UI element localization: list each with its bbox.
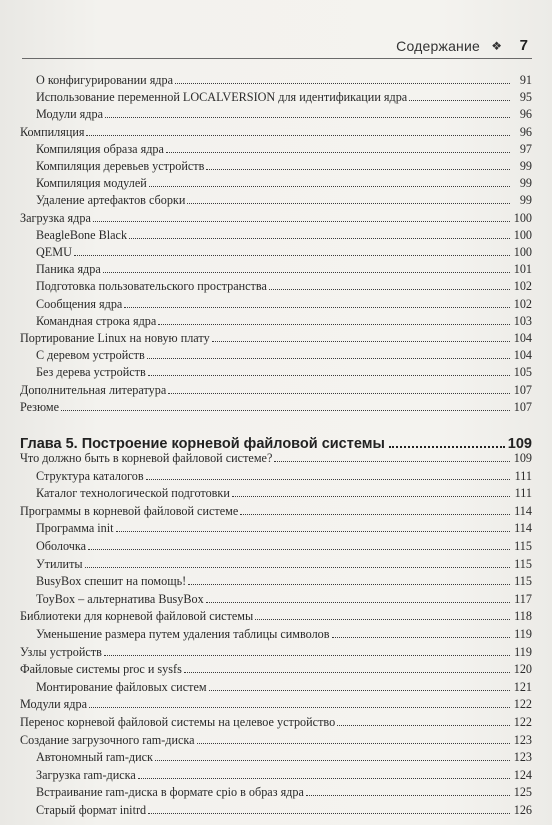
- toc-entry-page: 123: [513, 750, 532, 765]
- dot-leader: [269, 289, 510, 290]
- toc-entry-page: 99: [519, 176, 532, 191]
- toc-entry-title: Старый формат initrd: [36, 803, 147, 817]
- toc-entry: [36, 190, 532, 208]
- toc-entry-title: Сообщения ядра: [36, 296, 123, 311]
- toc-entry: [36, 104, 532, 122]
- toc-entry-page: 119: [514, 644, 532, 659]
- toc-entry-page: 124: [513, 767, 532, 782]
- toc-entry-title: Встраивание ram-диска в формате cpio в образ ядра: [36, 785, 304, 800]
- dot-leader: [158, 324, 510, 325]
- dot-leader: [105, 117, 510, 118]
- toc-entry-title: Удаление артефактов сборки: [36, 193, 186, 208]
- toc-entry-page: 126: [513, 803, 532, 817]
- toc-entry-page: 107: [513, 399, 532, 414]
- toc-entry-title: Структура каталогов: [36, 468, 144, 483]
- toc-entry-page: 100: [513, 210, 532, 225]
- dot-leader: [187, 203, 510, 204]
- toc-entry: [36, 139, 532, 157]
- toc-entry-page: 105: [513, 365, 532, 380]
- toc-entry-title: Компиляция образа ядра: [36, 141, 164, 156]
- dot-leader: [232, 496, 510, 497]
- toc-entry: [20, 380, 532, 398]
- toc-entry-title: Что должно быть в корневой файловой системе?: [20, 451, 273, 465]
- toc-entry-page: 99: [519, 159, 532, 173]
- toc-entry-title: Библиотеки для корневой файловой системы: [20, 609, 254, 624]
- toc-entry: [20, 122, 532, 140]
- toc-entry-title: Создание загрузочного ram-диска: [20, 732, 195, 747]
- toc-entry: [36, 225, 532, 243]
- dot-leader: [188, 584, 510, 585]
- toc-entry-title: Загрузка ram-диска: [36, 767, 136, 782]
- toc-entry-title: О конфигурировании ядра: [36, 73, 174, 87]
- toc-entry-title: Паника ядра: [36, 262, 101, 277]
- toc-entry-title: Без дерева устройств: [36, 365, 146, 380]
- toc-entry-page: 99: [519, 193, 532, 208]
- toc-entry-page: 96: [519, 107, 532, 122]
- toc-entry: [36, 173, 532, 191]
- dot-leader: [148, 375, 510, 376]
- chapter-title: Глава 5. Построение корневой файловой системы: [20, 436, 385, 452]
- dot-leader: [212, 341, 510, 342]
- dot-leader: [155, 760, 510, 761]
- dot-leader: [206, 602, 510, 603]
- toc-entry: [36, 554, 532, 572]
- toc-entry: [36, 345, 532, 363]
- dot-leader: [148, 813, 510, 814]
- toc-entry-title: Программа init: [36, 521, 114, 536]
- toc-entry-page: 123: [513, 732, 532, 747]
- toc-entry: [36, 276, 532, 294]
- toc-entry-title: Файловые системы proc и sysfs: [20, 662, 182, 677]
- toc-entry-title: Перенос корневой файловой системы на целевое устройство: [20, 715, 336, 729]
- toc-entry: [36, 362, 532, 380]
- toc-entry: [36, 677, 532, 695]
- header-page-number: 7: [519, 37, 528, 54]
- dot-leader: [149, 186, 510, 187]
- dot-leader: [409, 100, 510, 101]
- dot-leader: [240, 514, 510, 515]
- dot-leader: [306, 795, 510, 796]
- toc-entry: [20, 328, 532, 346]
- dot-leader: [146, 479, 510, 480]
- dot-leader: [74, 255, 510, 256]
- toc-entry-page: 104: [513, 348, 532, 363]
- toc-entry-page: 118: [514, 609, 532, 624]
- dot-leader: [89, 707, 510, 708]
- toc-entry-title: Утилиты: [36, 556, 83, 571]
- toc-entry-page: 103: [513, 313, 532, 328]
- toc-entry-title: Подготовка пользовательского пространства: [36, 279, 267, 294]
- toc-entry: [20, 659, 532, 677]
- dot-leader: [61, 410, 510, 411]
- dot-leader: [197, 743, 510, 744]
- toc-entry-title: ToyBox – альтернатива BusyBox: [36, 591, 204, 606]
- toc-entry: [36, 483, 532, 501]
- toc-entry: [20, 730, 532, 748]
- header-title: Содержание: [396, 38, 480, 54]
- ornament-icon: ❖: [491, 39, 502, 53]
- dot-leader: [138, 778, 510, 779]
- toc-entry-page: 109: [513, 451, 532, 465]
- toc-entry: [20, 694, 532, 712]
- dot-leader: [85, 567, 510, 568]
- toc-entry: [36, 800, 532, 818]
- dot-leader: [129, 238, 510, 239]
- toc-entry-title: BeagleBone Black: [36, 227, 128, 242]
- toc-entry: [36, 624, 532, 642]
- dot-leader: [124, 307, 510, 308]
- dot-leader: [104, 655, 510, 656]
- toc-entry-page: 107: [513, 382, 532, 397]
- toc-entry-page: 120: [513, 662, 532, 677]
- toc-entry: [36, 765, 532, 783]
- toc-entry-title: Загрузка ядра: [20, 210, 91, 225]
- toc-entry-page: 100: [513, 245, 532, 259]
- toc-entry: [36, 87, 532, 105]
- toc-entry-title: Использование переменной LOCALVERSION для идентификации ядра: [36, 90, 408, 105]
- toc-entry: [36, 242, 532, 260]
- toc-entry-page: 114: [514, 503, 532, 518]
- toc-entry-title: Автономный ram-диск: [36, 750, 153, 765]
- toc-entry: [36, 466, 532, 484]
- dot-leader: [116, 531, 510, 532]
- toc-entry-page: 121: [513, 679, 532, 694]
- dot-leader: [274, 461, 510, 462]
- toc-entry-title: Уменьшение размера путем удаления таблицы символов: [36, 627, 330, 641]
- toc-entry: [20, 606, 532, 624]
- toc-entry: [36, 311, 532, 329]
- toc-entry: [36, 782, 532, 800]
- toc-entry-page: 95: [519, 90, 532, 105]
- toc-entry: [20, 501, 532, 519]
- toc-entry-title: BusyBox спешит на помощь!: [36, 574, 187, 589]
- toc-entry: [20, 642, 532, 660]
- toc-entry: [36, 536, 532, 554]
- toc-entry-page: 102: [513, 279, 532, 294]
- toc-entry-page: 119: [514, 627, 532, 641]
- toc-entry-title: Компиляция: [20, 124, 85, 139]
- toc-entry-title: Программы в корневой файловой системе: [20, 503, 239, 518]
- toc-entry-page: 101: [513, 262, 532, 277]
- toc-entry-page: 115: [514, 539, 532, 553]
- dot-leader: [175, 83, 510, 84]
- toc-entry-title: Командная строка ядра: [36, 313, 157, 328]
- toc-entry-page: 102: [513, 296, 532, 311]
- dot-leader: [168, 393, 510, 394]
- dot-leader: [93, 221, 510, 222]
- dot-leader: [337, 725, 510, 726]
- toc-entry: [36, 156, 532, 174]
- toc-entry: [36, 747, 532, 765]
- toc-entry: [36, 70, 532, 88]
- toc-entry: [36, 294, 532, 312]
- toc-entry-page: 111: [514, 486, 532, 501]
- running-header: [22, 38, 532, 59]
- toc-entry-title: Монтирование файловых систем: [36, 679, 207, 694]
- toc-entry-title: Компиляция модулей: [36, 176, 147, 191]
- toc-entry-title: С деревом устройств: [36, 348, 145, 363]
- toc-entry: [36, 259, 532, 277]
- toc-entry-page: 117: [514, 591, 532, 606]
- toc-entry: [20, 712, 532, 730]
- toc-entry: [36, 589, 532, 607]
- dot-leader: [86, 135, 510, 136]
- toc-entry-page: 122: [513, 697, 532, 712]
- toc-entry: [36, 518, 532, 536]
- toc-entry-title: Модули ядра: [36, 107, 103, 122]
- toc-entry-page: 114: [514, 521, 532, 536]
- toc-entry-page: 125: [513, 785, 532, 800]
- dot-leader: [209, 690, 510, 691]
- toc-entry-title: Узлы устройств: [20, 644, 102, 659]
- toc-entry-title: QEMU: [36, 245, 72, 259]
- toc-entry-title: Оболочка: [36, 539, 87, 553]
- toc-entry-page: 100: [513, 227, 532, 242]
- dot-leader: [255, 619, 510, 620]
- toc-entry-page: 122: [513, 715, 532, 729]
- toc-entry-title: Дополнительная литература: [20, 382, 167, 397]
- toc-entry: [36, 571, 532, 589]
- chapter-page: 109: [507, 436, 532, 452]
- toc-entry-page: 111: [514, 468, 532, 483]
- dot-leader: [147, 358, 510, 359]
- dot-leader: [103, 272, 510, 273]
- toc-entry-page: 97: [519, 141, 532, 156]
- toc-entry: [20, 448, 532, 466]
- toc-entry-page: 91: [519, 73, 532, 87]
- toc-entry-page: 115: [514, 556, 532, 571]
- dot-leader: [184, 672, 510, 673]
- dot-leader: [206, 169, 510, 170]
- toc-entry-page: 96: [519, 124, 532, 139]
- toc-entry-page: 104: [513, 331, 532, 345]
- toc-entry-title: Резюме: [20, 399, 60, 414]
- toc-entry-title: Компиляция деревьев устройств: [36, 159, 205, 173]
- toc-entry: [20, 397, 532, 415]
- toc-entry-title: Модули ядра: [20, 697, 87, 712]
- dot-leader: [332, 637, 510, 638]
- dot-leader: [88, 549, 510, 550]
- toc-entry-title: Портирование Linux на новую плату: [20, 331, 210, 345]
- toc-entry: [20, 208, 532, 226]
- toc-entry-page: 115: [514, 574, 532, 589]
- toc-entry-title: Каталог технологической подготовки: [36, 486, 230, 501]
- dot-leader: [166, 152, 510, 153]
